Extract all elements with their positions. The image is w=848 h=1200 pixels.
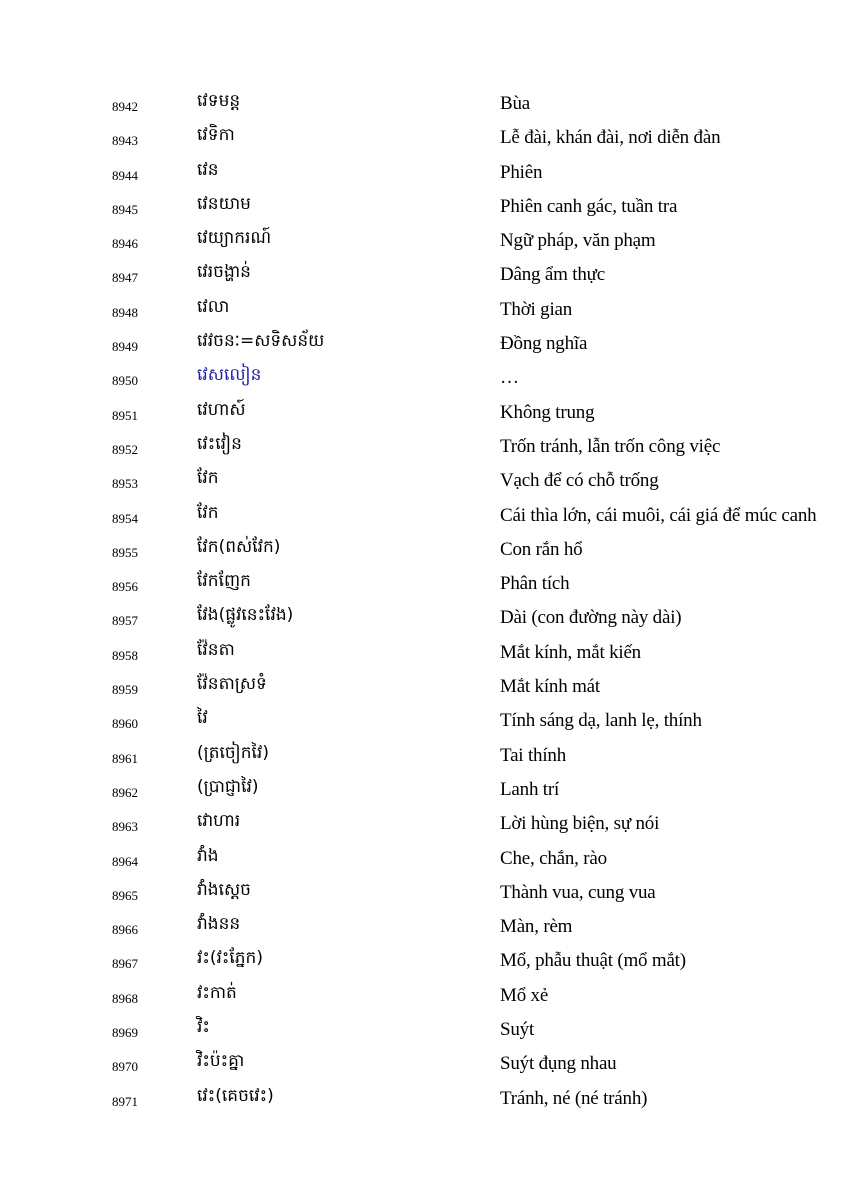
entry-vietnamese-meaning: Tai thính (500, 744, 566, 766)
entry-khmer-word: វែក (197, 468, 219, 489)
entry-number: 8965 (112, 887, 138, 903)
entry-vietnamese-meaning: Mắt kính mát (500, 676, 600, 698)
table-row (0, 224, 848, 258)
entry-number: 8963 (112, 819, 138, 835)
entry-number: 8961 (112, 750, 138, 766)
table-row (0, 567, 848, 601)
table-row (0, 396, 848, 430)
entry-vietnamese-meaning: Phiên (500, 161, 543, 183)
table-row (0, 293, 848, 327)
entry-khmer-word: វេនយាម (197, 193, 251, 214)
entry-number: 8949 (112, 339, 138, 355)
table-row (0, 156, 848, 190)
entry-khmer-word: វេទិកា (197, 125, 235, 146)
table-row (0, 1082, 848, 1116)
entry-vietnamese-meaning: … (500, 367, 519, 389)
entry-number: 8950 (112, 373, 138, 389)
entry-number: 8943 (112, 133, 138, 149)
entry-khmer-word: (ត្រចៀកវៃ) (197, 742, 269, 763)
entry-number: 8958 (112, 647, 138, 663)
entry-number: 8957 (112, 613, 138, 629)
table-row (0, 704, 848, 738)
table-row (0, 190, 848, 224)
entry-number: 8947 (112, 270, 138, 286)
entry-vietnamese-meaning: Suýt đụng nhau (500, 1053, 617, 1075)
table-row (0, 807, 848, 841)
entry-number: 8951 (112, 407, 138, 423)
entry-vietnamese-meaning: Dài (con đường này dài) (500, 607, 682, 629)
entry-khmer-word: វះកាត់ (197, 982, 237, 1003)
entry-khmer-word: វែក (197, 502, 219, 523)
entry-khmer-word: វេលា (197, 296, 230, 317)
entry-khmer-word: វេះ(គេចវេះ) (197, 1085, 274, 1106)
entry-khmer-word: វាំងនន (197, 914, 241, 935)
entry-vietnamese-meaning: Lời hùng biện, sự nói (500, 813, 660, 835)
entry-vietnamese-meaning: Phân tích (500, 573, 570, 595)
table-row (0, 258, 848, 292)
entry-number: 8960 (112, 716, 138, 732)
entry-vietnamese-meaning: Suýt (500, 1019, 535, 1041)
entry-khmer-word: វះ(វះភ្នែក) (197, 948, 263, 969)
table-row (0, 464, 848, 498)
entry-number: 8971 (112, 1093, 138, 1109)
table-row (0, 601, 848, 635)
entry-khmer-word: វែក(ពស់វែក) (197, 536, 281, 557)
table-row (0, 121, 848, 155)
table-row (0, 430, 848, 464)
entry-khmer-word: វេយ្យាករណ៍ (197, 228, 272, 249)
entry-number: 8952 (112, 441, 138, 457)
entry-number: 8944 (112, 167, 138, 183)
table-row (0, 327, 848, 361)
entry-number: 8953 (112, 476, 138, 492)
table-row (0, 773, 848, 807)
entry-vietnamese-meaning: Ngữ pháp, văn phạm (500, 230, 656, 252)
entry-khmer-word: វេះវៀន (197, 433, 242, 454)
table-row (0, 979, 848, 1013)
table-row (0, 636, 848, 670)
entry-number: 8945 (112, 201, 138, 217)
entry-number: 8967 (112, 956, 138, 972)
entry-khmer-word: វាំងស្តេច (197, 879, 251, 900)
entry-number: 8959 (112, 682, 138, 698)
entry-number: 8955 (112, 544, 138, 560)
table-row (0, 1013, 848, 1047)
entry-vietnamese-meaning: Vạch để có chỗ trống (500, 470, 659, 492)
entry-khmer-word: វេទមន្ត (197, 91, 241, 111)
entry-number: 8968 (112, 990, 138, 1006)
entry-khmer-word: វិះ (197, 1017, 210, 1038)
entry-khmer-word: វាំង (197, 845, 219, 866)
entry-number: 8946 (112, 236, 138, 252)
entry-vietnamese-meaning: Cái thìa lớn, cái muôi, cái giá để múc canh (500, 504, 817, 526)
entry-khmer-word: វោហារ (197, 811, 241, 832)
entry-number: 8962 (112, 784, 138, 800)
entry-vietnamese-meaning: Mổ, phẫu thuật (mổ mắt) (500, 950, 686, 972)
entry-khmer-word: វែង(ផ្លូវនេះវែង) (197, 605, 294, 626)
table-row (0, 670, 848, 704)
entry-vietnamese-meaning: Đồng nghĩa (500, 333, 588, 355)
entry-vietnamese-meaning: Mổ xẻ (500, 984, 549, 1006)
table-row (0, 499, 848, 533)
table-row (0, 87, 848, 121)
entry-vietnamese-meaning: Thời gian (500, 298, 573, 320)
entry-vietnamese-meaning: Lễ đài, khán đài, nơi diễn đàn (500, 127, 721, 149)
table-row (0, 739, 848, 773)
entry-vietnamese-meaning: Che, chắn, rào (500, 847, 607, 869)
entry-khmer-word: វែកញែក (197, 571, 251, 592)
dictionary-table (0, 87, 848, 1116)
table-row (0, 910, 848, 944)
entry-vietnamese-meaning: Trốn tránh, lẫn trốn công việc (500, 435, 721, 457)
entry-number: 8964 (112, 853, 138, 869)
entry-number: 8969 (112, 1025, 138, 1041)
entry-khmer-word: វ៉ែនតា (197, 639, 235, 660)
entry-khmer-word: វេសលៀន (197, 365, 262, 386)
entry-vietnamese-meaning: Dâng ẩm thực (500, 264, 605, 286)
table-row (0, 361, 848, 395)
entry-vietnamese-meaning: Mắt kính, mắt kiến (500, 641, 641, 663)
entry-number: 8942 (112, 99, 138, 114)
entry-vietnamese-meaning: Tính sáng dạ, lanh lẹ, thính (500, 710, 702, 732)
table-row (0, 533, 848, 567)
entry-vietnamese-meaning: Tránh, né (né tránh) (500, 1087, 648, 1109)
table-row (0, 842, 848, 876)
entry-vietnamese-meaning: Bùa (500, 93, 531, 114)
entry-khmer-word: វេវចនៈ=សទិសន័យ (197, 331, 325, 352)
entry-vietnamese-meaning: Thành vua, cung vua (500, 881, 656, 903)
entry-khmer-word: (ប្រាជ្ញាវៃ) (197, 776, 259, 797)
entry-khmer-word: វិះប៉ះគ្នា (197, 1051, 245, 1072)
entry-vietnamese-meaning: Con rắn hổ (500, 538, 583, 560)
entry-vietnamese-meaning: Phiên canh gác, tuần tra (500, 195, 678, 217)
entry-number: 8966 (112, 922, 138, 938)
entry-khmer-word: វេហាស៍ (197, 399, 246, 420)
table-row (0, 944, 848, 978)
entry-number: 8954 (112, 510, 138, 526)
table-row (0, 876, 848, 910)
entry-khmer-word: វៃ (197, 708, 208, 729)
entry-khmer-word: វ៉ែនតាស្រទំ (197, 674, 267, 695)
entry-khmer-word: វេរចង្ហាន់ (197, 262, 251, 283)
entry-number: 8948 (112, 304, 138, 320)
entry-khmer-word: វេន (197, 159, 219, 180)
entry-vietnamese-meaning: Màn, rèm (500, 916, 573, 938)
entry-number: 8956 (112, 579, 138, 595)
entry-vietnamese-meaning: Không trung (500, 401, 595, 423)
entry-number: 8970 (112, 1059, 138, 1075)
entry-vietnamese-meaning: Lanh trí (500, 778, 560, 800)
table-row (0, 1047, 848, 1081)
